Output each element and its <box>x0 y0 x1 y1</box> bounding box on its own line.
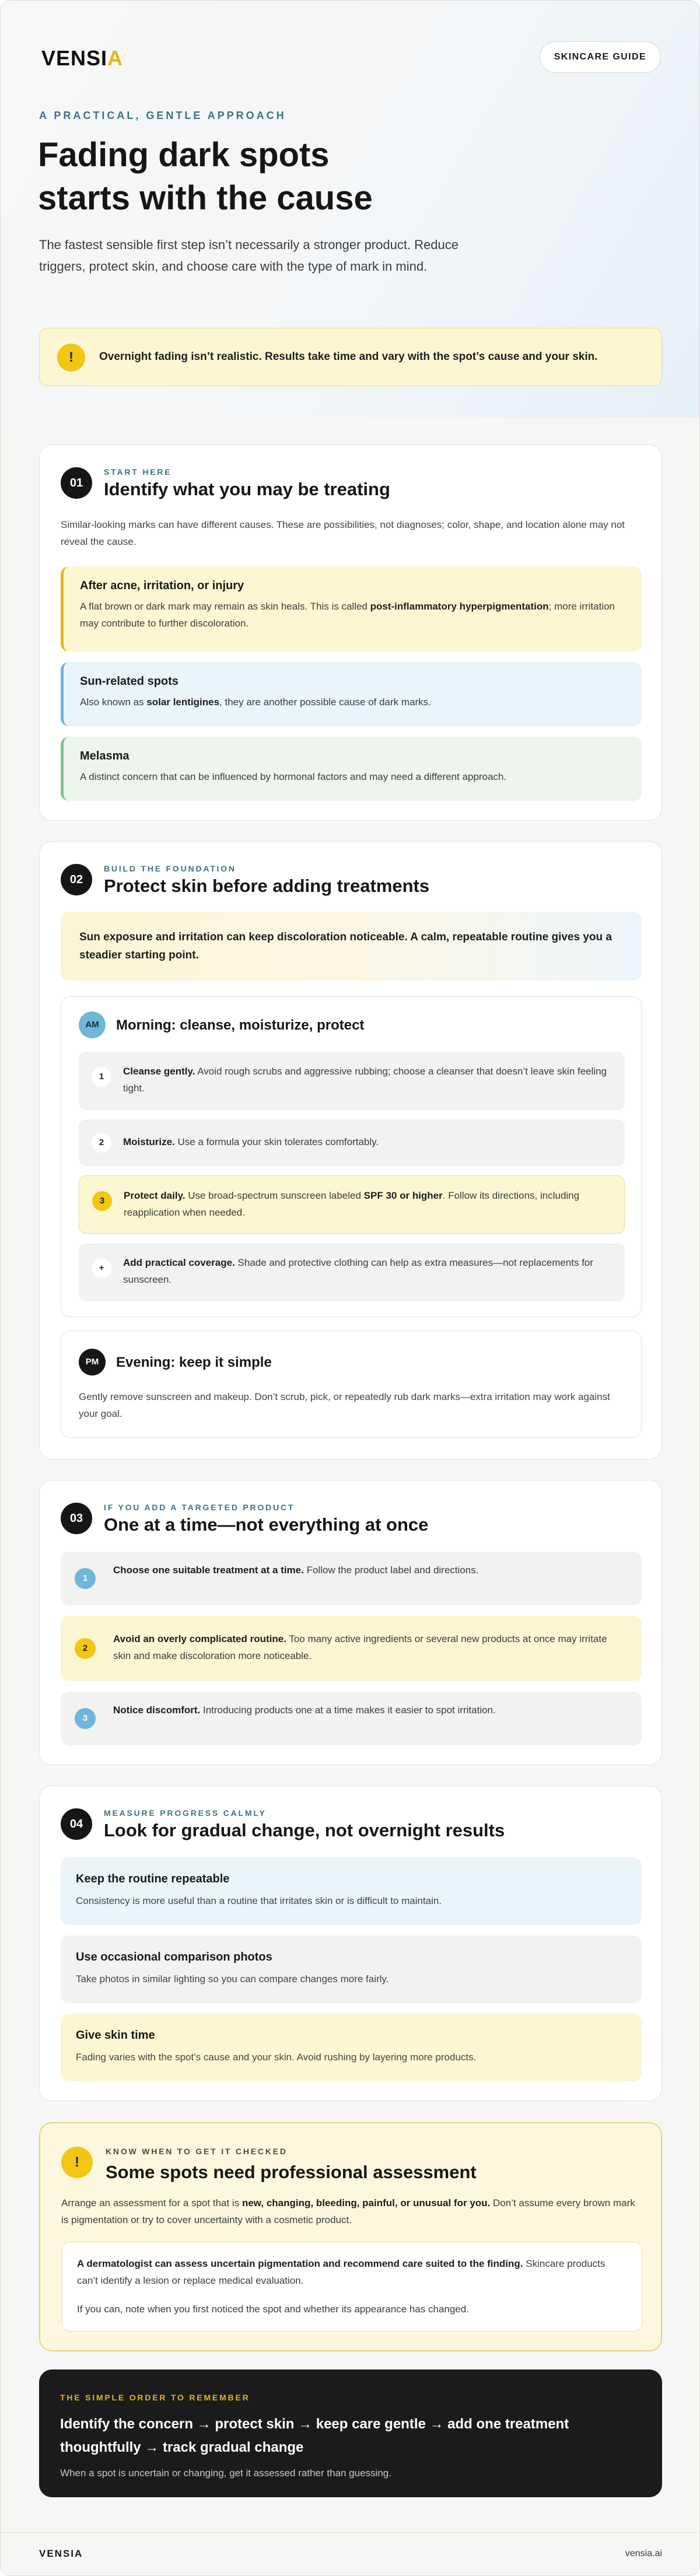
section-eyebrow: START HERE <box>104 467 172 477</box>
step-text: Protect daily. Use broad-spectrum sunscreen labeled SPF 30 or higher. Follow its directions, including reapplication when needed. <box>124 1190 580 1218</box>
title-line-2: starts with the cause <box>38 179 373 217</box>
cause-card-sun <box>61 662 642 726</box>
treatment-step <box>61 1692 642 1745</box>
professional-assessment-card <box>39 2122 662 2351</box>
skincare-guide-button[interactable]: SKINCARE GUIDE <box>540 41 661 73</box>
cause-card-melasma <box>61 737 642 801</box>
foundation-banner <box>61 912 642 981</box>
step-text: Cleanse gently. Avoid rough scrubs and aggressive rubbing; choose a cleanser that doesn’t leave skin feeling tight. <box>123 1066 607 1094</box>
brand-logo[interactable] <box>41 46 123 71</box>
footer-site-link[interactable]: vensia.ai <box>625 2549 662 2558</box>
section-title: Protect skin before adding treatments <box>104 876 430 896</box>
step-text: Notice discomfort. Introducing products one at a time makes it easier to spot irritation. <box>113 1704 496 1716</box>
page-title <box>38 134 505 220</box>
section-intro: Similar-looking marks can have different causes. These are possibilities, not diagnoses; color, shape, and location alone may not reveal the cause. <box>61 519 625 547</box>
section-progress <box>39 1786 662 2101</box>
tip-text: Consistency is more useful than a routine that irritates skin or is difficult to maintain. <box>76 1895 442 1906</box>
footer-logo[interactable]: VENSIA <box>39 2548 83 2559</box>
morning-step <box>79 1052 625 1110</box>
treatment-step-highlight <box>61 1616 642 1681</box>
dermatologist-note: If you can, note when you first noticed the spot and whether its appearance has changed. <box>77 2304 469 2315</box>
cause-text: A flat brown or dark mark may remain as skin heals. This is called post-inflammatory hyperpigmentation; more irritation may contribute to further discoloration. <box>80 601 615 629</box>
cause-text: A distinct concern that can be influenced by hormonal factors and may need a different approach. <box>80 771 507 782</box>
morning-title: Morning: cleanse, moisturize, protect <box>116 1017 365 1033</box>
tip-title: Use occasional comparison photos <box>76 1951 272 1964</box>
am-badge: AM <box>79 1012 106 1038</box>
dermatologist-text: A dermatologist can assess uncertain pigmentation and recommend care suited to the finding. Skincare products can’t identify a lesion or replace medical evaluation. <box>77 2258 606 2286</box>
section-eyebrow: BUILD THE FOUNDATION <box>104 864 236 873</box>
morning-step-highlight <box>79 1175 625 1234</box>
step-marker: 2 <box>92 1133 111 1153</box>
progress-tip <box>61 2014 642 2081</box>
alert-text: Overnight fading isn’t realistic. Results take time and vary with the spot’s cause and your skin. <box>99 351 598 363</box>
morning-step <box>79 1243 625 1301</box>
hero-eyebrow: A PRACTICAL, GENTLE APPROACH <box>39 110 286 121</box>
section-number: 01 <box>61 467 92 499</box>
tip-text: Fading varies with the spot’s cause and your skin. Avoid rushing by layering more products. <box>76 2052 477 2063</box>
tip-text: Take photos in similar lighting so you can compare changes more fairly. <box>76 1973 389 1985</box>
plus-icon: + <box>92 1258 111 1278</box>
dermatologist-box <box>61 2242 642 2332</box>
section-title: Some spots need professional assessment <box>106 2162 477 2182</box>
treatment-step <box>61 1552 642 1605</box>
tip-title: Keep the routine repeatable <box>76 1873 230 1885</box>
footer <box>1 2532 700 2576</box>
evening-text: Gently remove sunscreen and makeup. Don’t scrub, pick, or repeatedly rub dark marks—extra irritation may work against your goal. <box>79 1391 610 1419</box>
cause-title: After acne, irritation, or injury <box>80 579 244 592</box>
section-title: Look for gradual change, not overnight results <box>104 1820 505 1840</box>
exclamation-icon: ! <box>57 344 85 372</box>
morning-step <box>79 1119 625 1166</box>
logo-text: VENSIA <box>41 46 124 70</box>
pm-badge: PM <box>79 1349 106 1376</box>
step-text: Avoid an overly complicated routine. Too many active ingredients or several new products at once may irritate skin and make discoloration more noticeable. <box>113 1633 607 1661</box>
step-marker: 1 <box>75 1568 96 1589</box>
banner-text: Sun exposure and irritation can keep discoloration noticeable. A calm, repeatable routine gives you a steadier starting point. <box>79 931 612 961</box>
step-marker: 1 <box>92 1067 111 1087</box>
professional-intro: Arrange an assessment for a spot that is new, changing, bleeding, painful, or unusual for you. Don’t assume every brown mark is pigmentation or try to cover uncertainty with a cosmetic product. <box>61 2197 635 2225</box>
step-marker: 3 <box>92 1191 112 1211</box>
summary-sequence: Identify the concern → protect skin → keep care gentle → add one treatment thoughtfully → track gradual change <box>60 2416 569 2455</box>
expectation-alert <box>39 328 662 386</box>
hero-lead: The fastest sensible first step isn’t necessarily a stronger product. Reduce triggers, protect skin, and choose care with the type of mark in mind. <box>39 237 459 274</box>
section-number: 04 <box>61 1808 92 1840</box>
evening-title: Evening: keep it simple <box>116 1354 272 1370</box>
summary-note: When a spot is uncertain or changing, get it assessed rather than guessing. <box>60 2468 391 2479</box>
cause-text: Also known as solar lentigines, they are another possible cause of dark marks. <box>80 696 431 708</box>
morning-routine-card <box>61 996 642 1317</box>
section-eyebrow: IF YOU ADD A TARGETED PRODUCT <box>104 1503 295 1512</box>
title-line-1: Fading dark spots <box>38 136 330 174</box>
cause-title: Melasma <box>80 750 130 762</box>
summary-eyebrow: THE SIMPLE ORDER TO REMEMBER <box>60 2393 250 2402</box>
hero-section <box>1 1 700 418</box>
tip-title: Give skin time <box>76 2029 155 2042</box>
cause-card-pih <box>61 566 642 652</box>
section-protect <box>39 841 662 1460</box>
section-title: Identify what you may be treating <box>104 479 390 499</box>
summary-card <box>39 2370 662 2497</box>
cause-title: Sun-related spots <box>80 675 178 688</box>
evening-routine-card <box>61 1331 642 1438</box>
section-eyebrow: KNOW WHEN TO GET IT CHECKED <box>106 2147 288 2156</box>
step-text: Add practical coverage. Shade and protective clothing can help as extra measures—not replacements for sunscreen. <box>123 1257 594 1285</box>
step-text: Choose one suitable treatment at a time. Follow the product label and directions. <box>113 1564 479 1576</box>
section-number: 02 <box>61 864 92 895</box>
step-text: Moisturize. Use a formula your skin tolerates comfortably. <box>123 1136 379 1147</box>
progress-tip <box>61 1857 642 1925</box>
warning-icon: ! <box>61 2147 93 2178</box>
section-identify <box>39 444 662 821</box>
step-marker: 2 <box>75 1638 96 1659</box>
progress-tip <box>61 1936 642 2003</box>
section-title: One at a time—not everything at once <box>104 1514 429 1535</box>
step-marker: 3 <box>75 1708 96 1729</box>
section-number: 03 <box>61 1503 92 1534</box>
section-one-at-a-time <box>39 1480 662 1765</box>
section-eyebrow: MEASURE PROGRESS CALMLY <box>104 1808 267 1818</box>
